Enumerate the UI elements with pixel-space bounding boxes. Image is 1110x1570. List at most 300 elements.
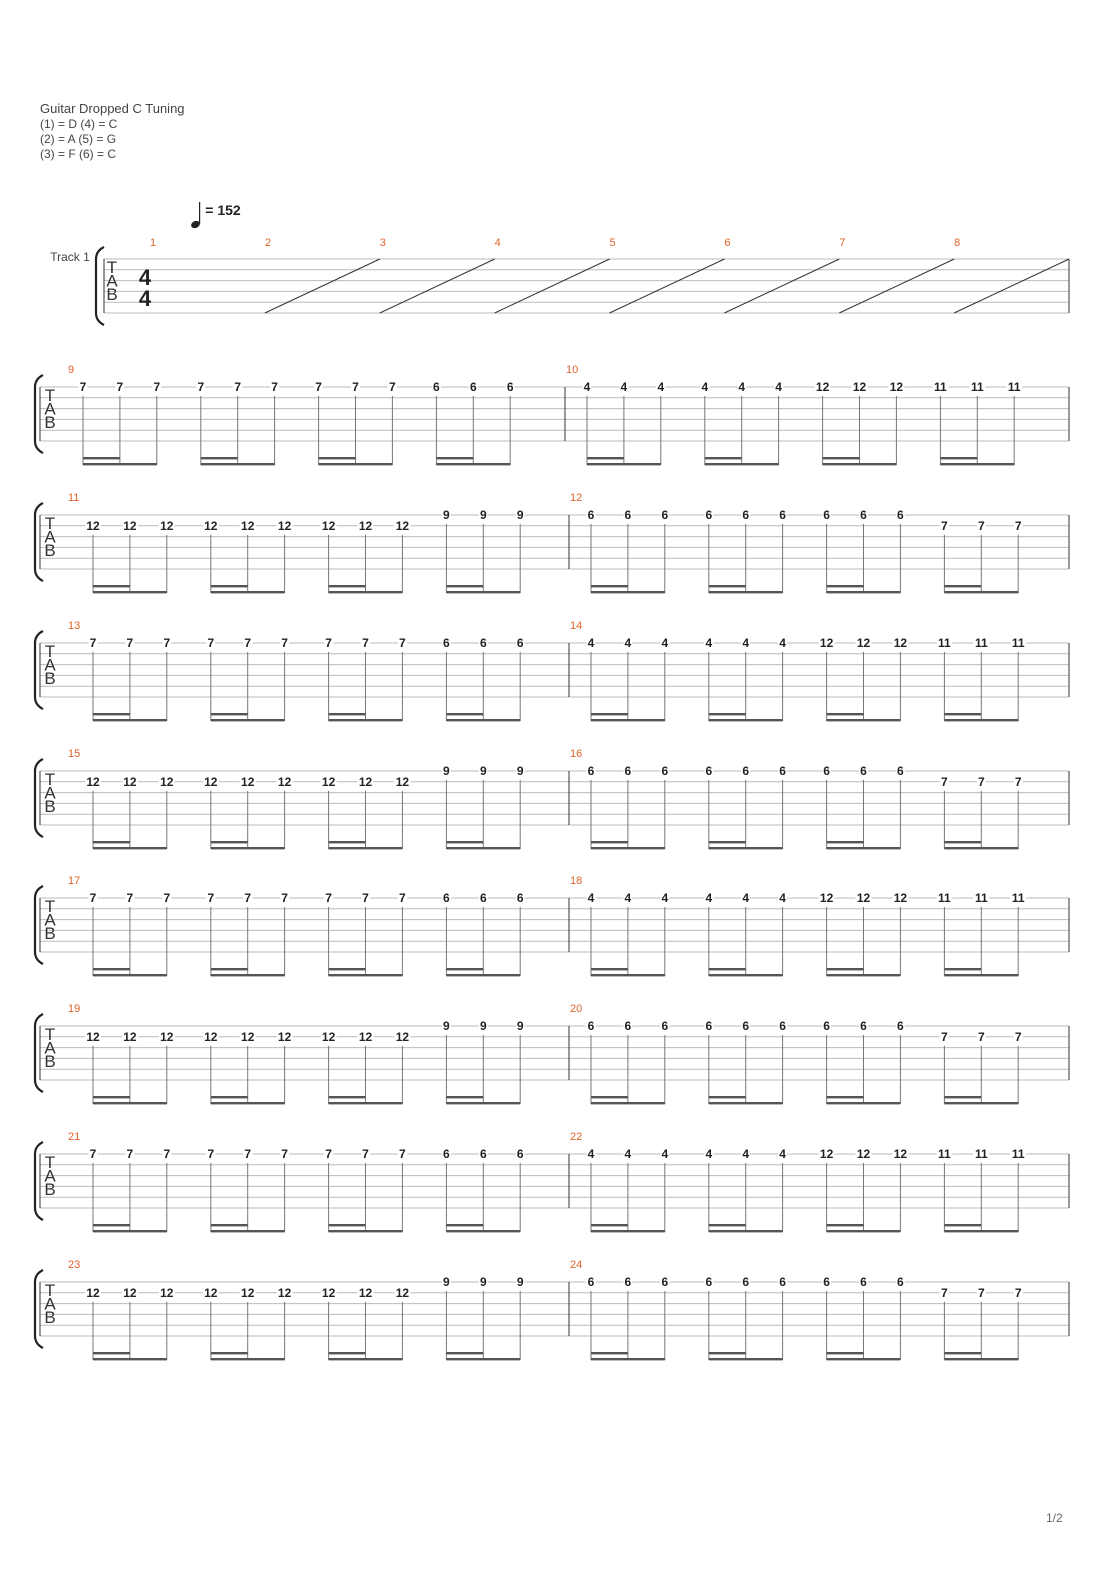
fret-number: 6: [479, 636, 487, 650]
fret-number: 12: [889, 380, 904, 394]
beam-secondary: [93, 841, 130, 843]
beam: [329, 1358, 403, 1360]
fret-number: 9: [516, 764, 524, 778]
tab-clef-letter: B: [44, 541, 56, 560]
fret-number: 4: [701, 380, 709, 394]
fret-number: 12: [204, 1029, 218, 1044]
fret-number: 6: [661, 764, 669, 778]
fret-number: 12: [277, 518, 292, 533]
fret-number: 12: [123, 774, 137, 789]
fret-number: 4: [620, 380, 628, 394]
tab-clef-letter: A: [44, 655, 56, 675]
fret-number: 12: [123, 518, 137, 533]
beam-secondary: [709, 1352, 746, 1354]
fret-number: 6: [742, 1275, 750, 1289]
fret-number: 7: [126, 1147, 134, 1161]
beam: [823, 463, 897, 465]
beam: [709, 1102, 783, 1104]
beam-secondary: [827, 1096, 864, 1098]
fret-number: 11: [938, 891, 951, 905]
barline: [724, 259, 839, 313]
beam-secondary: [329, 1352, 366, 1354]
fret-number: 6: [705, 1019, 713, 1033]
beam-secondary: [93, 1096, 130, 1098]
fret-number: 11: [970, 380, 984, 394]
fret-number: 6: [443, 891, 450, 905]
fret-number: 6: [516, 1147, 524, 1161]
beam-secondary: [83, 457, 120, 459]
tab-clef-letter: T: [44, 1281, 56, 1300]
barline: [495, 259, 610, 313]
measure-number: 4: [494, 237, 501, 249]
beam-secondary: [446, 1224, 483, 1226]
beam-secondary: [705, 457, 742, 459]
tab-clef-letter: A: [44, 783, 56, 803]
beam: [211, 591, 285, 593]
fret-number: 12: [160, 1285, 174, 1300]
beam-secondary: [329, 841, 366, 843]
beam-secondary: [944, 713, 981, 715]
fret-number: 7: [271, 380, 278, 394]
beam: [827, 974, 901, 976]
fret-number: 12: [86, 774, 100, 789]
fret-number: 7: [281, 636, 288, 650]
fret-number: 12: [86, 1029, 100, 1044]
fret-number: 4: [661, 1147, 669, 1161]
tuning-line-2: (2) = A (5) = G: [40, 132, 117, 146]
fret-number: 6: [443, 636, 450, 650]
fret-number: 6: [587, 508, 595, 522]
fret-number: 11: [974, 891, 988, 905]
beam: [940, 463, 1014, 465]
tab-clef-letter: T: [44, 386, 56, 405]
barline: [839, 259, 954, 313]
fret-number: 4: [705, 1147, 713, 1161]
fret-number: 12: [819, 891, 834, 905]
fret-number: 12: [856, 1147, 871, 1161]
beam-secondary: [211, 585, 248, 587]
fret-number: 4: [587, 891, 595, 905]
beam-secondary: [827, 841, 864, 843]
fret-number: 7: [315, 380, 322, 394]
beam: [93, 1102, 167, 1104]
fret-number: 6: [742, 764, 750, 778]
fret-number: 7: [126, 636, 134, 650]
measure-number: 24: [570, 1259, 583, 1271]
beam: [827, 1102, 901, 1104]
beam: [591, 591, 665, 593]
fret-number: 12: [852, 380, 867, 394]
beam-secondary: [709, 1224, 746, 1226]
fret-number: 6: [779, 1019, 786, 1033]
fret-number: 11: [1011, 1147, 1025, 1161]
fret-number: 4: [624, 636, 632, 650]
beam: [329, 1102, 403, 1104]
beam: [319, 463, 393, 465]
page-number: 1/2: [1046, 1511, 1063, 1525]
beam: [944, 974, 1018, 976]
fret-number: 7: [399, 891, 406, 905]
beam-secondary: [211, 1224, 248, 1226]
fret-number: 9: [479, 764, 487, 778]
beam: [709, 1358, 783, 1360]
measure-number: 23: [68, 1259, 81, 1271]
beam: [705, 463, 779, 465]
fret-number: 4: [624, 891, 632, 905]
fret-number: 4: [624, 1147, 632, 1161]
fret-number: 6: [823, 508, 830, 522]
fret-number: 12: [358, 1285, 373, 1300]
beam: [944, 591, 1018, 593]
fret-number: 4: [775, 380, 782, 394]
fret-number: 12: [241, 518, 255, 533]
tempo-text: = 152: [205, 202, 241, 218]
fret-number: 7: [977, 1029, 985, 1044]
fret-number: 12: [321, 1285, 336, 1300]
tab-clef-letter: A: [44, 910, 56, 930]
fret-number: 12: [86, 1285, 100, 1300]
measure-number: 18: [570, 875, 583, 887]
fret-number: 6: [587, 1275, 595, 1289]
beam-secondary: [944, 585, 981, 587]
fret-number: 12: [160, 518, 174, 533]
beam-secondary: [211, 713, 248, 715]
tuning-line-3: (3) = F (6) = C: [40, 147, 117, 161]
fret-number: 12: [819, 636, 834, 650]
measure-number: 13: [68, 620, 81, 632]
fret-number: 7: [325, 1147, 332, 1161]
beam: [944, 1358, 1018, 1360]
beam-secondary: [827, 585, 864, 587]
fret-number: 4: [779, 1147, 786, 1161]
fret-number: 7: [1014, 518, 1022, 533]
fret-number: 12: [277, 1285, 292, 1300]
beam: [93, 974, 167, 976]
fret-number: 7: [352, 380, 359, 394]
fret-number: 11: [974, 1147, 988, 1161]
fret-number: 12: [204, 774, 218, 789]
fret-number: 7: [941, 1285, 948, 1300]
beam-secondary: [591, 1352, 628, 1354]
fret-number: 4: [779, 891, 786, 905]
beam-secondary: [709, 585, 746, 587]
beam-secondary: [591, 968, 628, 970]
fret-number: 6: [860, 508, 867, 522]
fret-number: 6: [779, 764, 786, 778]
beam: [446, 591, 520, 593]
measure-number: 16: [570, 748, 583, 760]
beam-secondary: [591, 1224, 628, 1226]
beam: [201, 463, 275, 465]
tab-clef-letter: T: [44, 514, 56, 533]
beam-secondary: [329, 585, 366, 587]
fret-number: 6: [779, 1275, 786, 1289]
measure-number: 1: [150, 237, 157, 249]
beam-secondary: [591, 1096, 628, 1098]
fret-number: 12: [856, 891, 871, 905]
fret-number: 6: [443, 1147, 450, 1161]
fret-number: 7: [126, 891, 134, 905]
tab-clef-letter: T: [44, 770, 56, 789]
beam: [591, 1102, 665, 1104]
measure-number: 7: [839, 237, 846, 249]
beam: [329, 1230, 403, 1232]
beam: [211, 847, 285, 849]
beam-secondary: [446, 713, 483, 715]
tab-clef-letter: T: [44, 642, 56, 661]
fret-number: 6: [705, 508, 713, 522]
beam: [591, 1230, 665, 1232]
fret-number: 7: [79, 380, 87, 394]
fret-number: 6: [860, 1019, 867, 1033]
beam: [211, 974, 285, 976]
fret-number: 6: [823, 764, 830, 778]
measure-number: 20: [570, 1003, 583, 1015]
fret-number: 4: [661, 891, 669, 905]
fret-number: 7: [89, 1147, 97, 1161]
fret-number: 6: [661, 1019, 669, 1033]
beam-secondary: [329, 713, 366, 715]
beam-secondary: [827, 1224, 864, 1226]
beam: [827, 719, 901, 721]
time-signature-bottom: 4: [138, 286, 152, 311]
fret-number: 11: [938, 636, 951, 650]
fret-number: 6: [433, 380, 440, 394]
fret-number: 6: [479, 891, 487, 905]
beam-secondary: [329, 1224, 366, 1226]
measure-number: 14: [570, 620, 583, 632]
fret-number: 7: [1014, 1029, 1022, 1044]
fret-number: 6: [742, 1019, 750, 1033]
fret-number: 7: [244, 636, 252, 650]
measure-number: 9: [68, 364, 75, 376]
fret-number: 12: [204, 518, 218, 533]
beam: [436, 463, 510, 465]
fret-number: 11: [1011, 636, 1025, 650]
fret-number: 6: [624, 764, 632, 778]
fret-number: 9: [516, 1019, 524, 1033]
tab-clef-letter: A: [44, 527, 56, 547]
fret-number: 7: [399, 636, 406, 650]
fret-number: 7: [207, 1147, 215, 1161]
fret-number: 7: [977, 518, 985, 533]
fret-number: 6: [661, 1275, 669, 1289]
fret-number: 9: [479, 508, 487, 522]
fret-number: 7: [325, 891, 332, 905]
tab-clef-letter: T: [44, 1153, 56, 1172]
beam-secondary: [827, 713, 864, 715]
tab-clef-letter: T: [106, 258, 118, 277]
beam-secondary: [823, 457, 860, 459]
beam: [827, 1358, 901, 1360]
fret-number: 6: [779, 508, 786, 522]
measure-number: 12: [570, 492, 583, 504]
beam: [709, 847, 783, 849]
fret-number: 12: [893, 636, 908, 650]
measure-number: 22: [570, 1131, 583, 1143]
beam-secondary: [446, 841, 483, 843]
tab-clef-letter: B: [44, 669, 56, 688]
fret-number: 6: [897, 508, 904, 522]
fret-number: 12: [321, 1029, 336, 1044]
fret-number: 11: [974, 636, 988, 650]
fret-number: 7: [1014, 774, 1022, 789]
beam-secondary: [944, 841, 981, 843]
beam-secondary: [709, 1096, 746, 1098]
beam-secondary: [211, 1352, 248, 1354]
fret-number: 9: [443, 1019, 450, 1033]
beam-secondary: [709, 968, 746, 970]
fret-number: 7: [89, 636, 97, 650]
tab-clef-letter: A: [44, 1038, 56, 1058]
beam: [944, 719, 1018, 721]
beam-secondary: [944, 1224, 981, 1226]
beam-secondary: [709, 713, 746, 715]
beam: [827, 847, 901, 849]
tab-clef-letter: B: [44, 413, 56, 432]
fret-number: 6: [624, 508, 632, 522]
fret-number: 7: [941, 1029, 948, 1044]
fret-number: 4: [705, 891, 713, 905]
fret-number: 6: [823, 1019, 830, 1033]
tab-clef-letter: T: [44, 1025, 56, 1044]
fret-number: 6: [587, 764, 595, 778]
fret-number: 12: [395, 774, 410, 789]
beam: [591, 974, 665, 976]
beam: [709, 1230, 783, 1232]
beam-secondary: [446, 1352, 483, 1354]
tab-clef-letter: B: [106, 285, 118, 304]
fret-number: 7: [89, 891, 97, 905]
beam: [446, 974, 520, 976]
beam: [446, 847, 520, 849]
beam: [446, 1230, 520, 1232]
beam-secondary: [93, 1352, 130, 1354]
barline: [610, 259, 725, 313]
fret-number: 9: [516, 1275, 524, 1289]
fret-number: 12: [358, 518, 373, 533]
tab-clef-letter: B: [44, 797, 56, 816]
fret-number: 6: [897, 1275, 904, 1289]
fret-number: 4: [583, 380, 591, 394]
beam-secondary: [709, 841, 746, 843]
beam-secondary: [211, 968, 248, 970]
beam-secondary: [319, 457, 356, 459]
tab-clef-letter: B: [44, 1308, 56, 1327]
fret-number: 12: [893, 891, 908, 905]
fret-number: 12: [395, 1029, 410, 1044]
fret-number: 12: [241, 1029, 255, 1044]
beam: [211, 719, 285, 721]
beam: [446, 1358, 520, 1360]
beam: [211, 1230, 285, 1232]
beam: [211, 1358, 285, 1360]
beam: [93, 1358, 167, 1360]
beam-secondary: [940, 457, 977, 459]
fret-number: 7: [244, 1147, 252, 1161]
fret-number: 6: [624, 1019, 632, 1033]
beam-secondary: [329, 968, 366, 970]
tab-clef-letter: B: [44, 1052, 56, 1071]
beam-secondary: [944, 1352, 981, 1354]
beam: [709, 974, 783, 976]
fret-number: 12: [86, 518, 100, 533]
barline: [954, 259, 1069, 313]
tab-clef-letter: B: [44, 924, 56, 943]
barline: [380, 259, 495, 313]
tab-clef-letter: A: [44, 1166, 56, 1186]
fret-number: 9: [479, 1275, 487, 1289]
beam: [329, 847, 403, 849]
fret-number: 4: [738, 380, 746, 394]
beam-secondary: [591, 841, 628, 843]
beam: [709, 591, 783, 593]
fret-number: 12: [321, 518, 336, 533]
fret-number: 6: [705, 1275, 713, 1289]
beam-secondary: [93, 1224, 130, 1226]
measure-number: 17: [68, 875, 81, 887]
fret-number: 6: [823, 1275, 830, 1289]
fret-number: 12: [277, 774, 292, 789]
tab-clef-letter: A: [106, 271, 118, 291]
beam-secondary: [201, 457, 238, 459]
tuning-line-1: (1) = D (4) = C: [40, 117, 118, 131]
fret-number: 7: [116, 380, 124, 394]
fret-number: 4: [779, 636, 786, 650]
fret-number: 4: [657, 380, 665, 394]
beam: [709, 719, 783, 721]
tab-clef-letter: B: [44, 1180, 56, 1199]
beam: [93, 1230, 167, 1232]
fret-number: 7: [362, 891, 369, 905]
fret-number: 12: [358, 1029, 373, 1044]
fret-number: 7: [207, 891, 215, 905]
beam: [591, 847, 665, 849]
beam-secondary: [93, 713, 130, 715]
fret-number: 4: [587, 1147, 595, 1161]
beam-secondary: [329, 1096, 366, 1098]
fret-number: 4: [661, 636, 669, 650]
fret-number: 7: [399, 1147, 406, 1161]
fret-number: 11: [934, 380, 947, 394]
fret-number: 6: [897, 764, 904, 778]
beam: [944, 847, 1018, 849]
beam-secondary: [827, 968, 864, 970]
fret-number: 6: [897, 1019, 904, 1033]
beam: [827, 591, 901, 593]
beam: [591, 1358, 665, 1360]
tab-clef-letter: T: [44, 897, 56, 916]
beam-secondary: [211, 1096, 248, 1098]
beam-secondary: [944, 1096, 981, 1098]
fret-number: 12: [160, 1029, 174, 1044]
fret-number: 12: [856, 636, 871, 650]
fret-number: 12: [815, 380, 830, 394]
beam: [329, 591, 403, 593]
fret-number: 12: [395, 1285, 410, 1300]
fret-number: 6: [860, 1275, 867, 1289]
fret-number: 7: [234, 380, 242, 394]
time-signature-top: 4: [138, 265, 152, 290]
beam-secondary: [93, 585, 130, 587]
beam: [446, 1102, 520, 1104]
fret-number: 7: [977, 1285, 985, 1300]
measure-number: 3: [379, 237, 386, 249]
measure-number: 21: [68, 1131, 81, 1143]
fret-number: 12: [893, 1147, 908, 1161]
fret-number: 7: [362, 1147, 369, 1161]
beam: [83, 463, 157, 465]
